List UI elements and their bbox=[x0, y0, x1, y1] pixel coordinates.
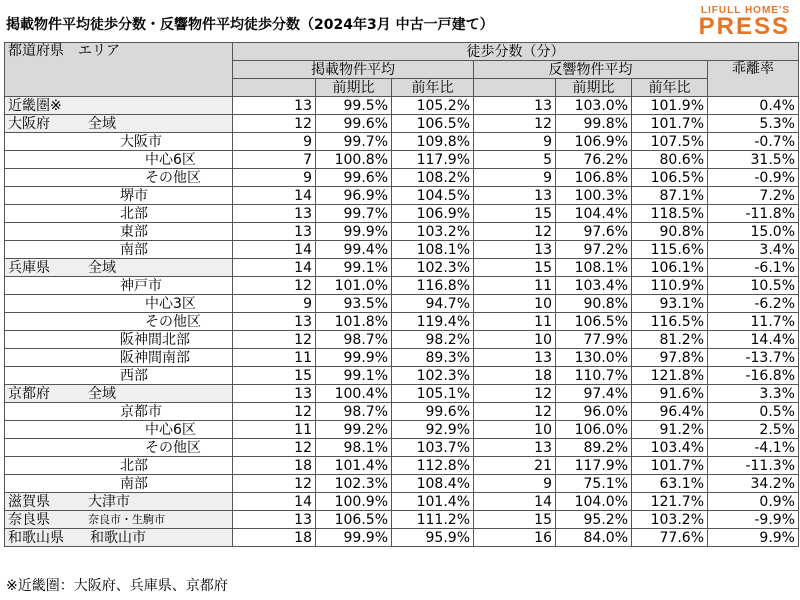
response-minutes-cell: 13 bbox=[474, 241, 556, 259]
brand-logo bbox=[699, 5, 790, 38]
listed-prev-period-cell: 101.0% bbox=[316, 277, 392, 295]
area-label: 全域 bbox=[88, 385, 116, 402]
response-prev-year-cell: 101.7% bbox=[632, 457, 708, 475]
response-minutes-cell: 10 bbox=[474, 331, 556, 349]
region-cell bbox=[5, 529, 233, 547]
listed-minutes-cell: 13 bbox=[233, 97, 316, 115]
response-minutes-cell: 9 bbox=[474, 475, 556, 493]
listed-minutes-cell: 12 bbox=[233, 277, 316, 295]
response-prev-year-cell: 91.6% bbox=[632, 385, 708, 403]
response-prev-year-cell: 80.6% bbox=[632, 151, 708, 169]
region-cell bbox=[5, 205, 233, 223]
prefecture-label: 奈良県 bbox=[8, 511, 50, 528]
listed-prev-year-cell: 104.5% bbox=[392, 187, 474, 205]
gap-rate-cell: -6.2% bbox=[708, 295, 799, 313]
response-prev-year-cell: 87.1% bbox=[632, 187, 708, 205]
gap-rate-cell: 34.2% bbox=[708, 475, 799, 493]
table-row bbox=[5, 133, 799, 151]
listed-prev-period-cell: 99.9% bbox=[316, 529, 392, 547]
region-cell bbox=[5, 277, 233, 295]
listed-prev-year-cell: 92.9% bbox=[392, 421, 474, 439]
table-row bbox=[5, 97, 799, 115]
response-prev-period-cell: 95.2% bbox=[556, 511, 632, 529]
response-prev-year-cell: 118.5% bbox=[632, 205, 708, 223]
listed-minutes-cell: 13 bbox=[233, 205, 316, 223]
region-cell bbox=[5, 259, 233, 277]
header-response-prev-period: 前期比 bbox=[556, 79, 632, 97]
response-prev-period-cell: 106.0% bbox=[556, 421, 632, 439]
area-label: その他区 bbox=[145, 313, 201, 330]
gap-rate-cell: 31.5% bbox=[708, 151, 799, 169]
table-row bbox=[5, 223, 799, 241]
header-response-average: 反響物件平均 bbox=[474, 61, 708, 79]
response-prev-year-cell: 106.5% bbox=[632, 169, 708, 187]
table-body bbox=[5, 97, 799, 547]
response-prev-period-cell: 75.1% bbox=[556, 475, 632, 493]
listed-prev-year-cell: 112.8% bbox=[392, 457, 474, 475]
gap-rate-cell: 14.4% bbox=[708, 331, 799, 349]
gap-rate-cell: 5.3% bbox=[708, 115, 799, 133]
listed-prev-period-cell: 100.4% bbox=[316, 385, 392, 403]
table-row bbox=[5, 439, 799, 457]
response-minutes-cell: 18 bbox=[474, 367, 556, 385]
listed-minutes-cell: 14 bbox=[233, 259, 316, 277]
response-prev-year-cell: 97.8% bbox=[632, 349, 708, 367]
listed-minutes-cell: 12 bbox=[233, 115, 316, 133]
listed-prev-year-cell: 108.1% bbox=[392, 241, 474, 259]
response-prev-period-cell: 77.9% bbox=[556, 331, 632, 349]
listed-prev-year-cell: 106.9% bbox=[392, 205, 474, 223]
listed-prev-period-cell: 93.5% bbox=[316, 295, 392, 313]
table-row bbox=[5, 421, 799, 439]
response-minutes-cell: 21 bbox=[474, 457, 556, 475]
response-prev-period-cell: 84.0% bbox=[556, 529, 632, 547]
table-row bbox=[5, 151, 799, 169]
region-cell bbox=[5, 403, 233, 421]
listed-prev-period-cell: 99.7% bbox=[316, 205, 392, 223]
table-row bbox=[5, 259, 799, 277]
response-minutes-cell: 9 bbox=[474, 169, 556, 187]
table-row bbox=[5, 475, 799, 493]
area-label: 北部 bbox=[120, 205, 148, 222]
region-cell bbox=[5, 457, 233, 475]
listed-prev-year-cell: 106.5% bbox=[392, 115, 474, 133]
gap-rate-cell: -6.1% bbox=[708, 259, 799, 277]
prefecture-label: 兵庫県 bbox=[8, 259, 50, 276]
listed-minutes-cell: 13 bbox=[233, 385, 316, 403]
response-prev-period-cell: 103.0% bbox=[556, 97, 632, 115]
listed-minutes-cell: 9 bbox=[233, 133, 316, 151]
response-prev-period-cell: 99.8% bbox=[556, 115, 632, 133]
table-row bbox=[5, 187, 799, 205]
table-row bbox=[5, 205, 799, 223]
area-label: 阪神間南部 bbox=[120, 349, 190, 366]
listed-prev-period-cell: 99.1% bbox=[316, 367, 392, 385]
response-prev-period-cell: 106.9% bbox=[556, 133, 632, 151]
listed-prev-period-cell: 99.6% bbox=[316, 115, 392, 133]
gap-rate-cell: -13.7% bbox=[708, 349, 799, 367]
response-prev-period-cell: 97.2% bbox=[556, 241, 632, 259]
response-minutes-cell: 14 bbox=[474, 493, 556, 511]
listed-prev-period-cell: 101.4% bbox=[316, 457, 392, 475]
listed-prev-year-cell: 102.3% bbox=[392, 367, 474, 385]
region-cell bbox=[5, 421, 233, 439]
listed-prev-period-cell: 101.8% bbox=[316, 313, 392, 331]
listed-prev-period-cell: 98.7% bbox=[316, 403, 392, 421]
header-walk-minutes: 徒歩分数（分） bbox=[233, 43, 799, 61]
listed-prev-year-cell: 117.9% bbox=[392, 151, 474, 169]
gap-rate-cell: -11.3% bbox=[708, 457, 799, 475]
prefecture-label: 滋賀県 bbox=[8, 493, 50, 510]
response-prev-period-cell: 96.0% bbox=[556, 403, 632, 421]
listed-minutes-cell: 11 bbox=[233, 349, 316, 367]
response-prev-period-cell: 103.4% bbox=[556, 277, 632, 295]
prefecture-label: 近畿圏※ bbox=[8, 97, 62, 114]
area-label: 奈良市・生駒市 bbox=[88, 512, 165, 526]
response-minutes-cell: 15 bbox=[474, 259, 556, 277]
listed-prev-period-cell: 99.9% bbox=[316, 349, 392, 367]
response-prev-period-cell: 97.4% bbox=[556, 385, 632, 403]
listed-prev-year-cell: 98.2% bbox=[392, 331, 474, 349]
gap-rate-cell: -0.7% bbox=[708, 133, 799, 151]
listed-prev-period-cell: 99.5% bbox=[316, 97, 392, 115]
table-row bbox=[5, 295, 799, 313]
region-cell bbox=[5, 133, 233, 151]
response-prev-period-cell: 108.1% bbox=[556, 259, 632, 277]
region-cell bbox=[5, 331, 233, 349]
region-cell bbox=[5, 223, 233, 241]
response-prev-year-cell: 63.1% bbox=[632, 475, 708, 493]
area-label: 和歌山市 bbox=[90, 529, 146, 546]
listed-minutes-cell: 13 bbox=[233, 313, 316, 331]
listed-prev-year-cell: 116.8% bbox=[392, 277, 474, 295]
response-prev-period-cell: 110.7% bbox=[556, 367, 632, 385]
header-listed-blank bbox=[233, 79, 316, 97]
walk-time-table bbox=[4, 42, 799, 547]
listed-prev-period-cell: 100.8% bbox=[316, 151, 392, 169]
listed-minutes-cell: 12 bbox=[233, 475, 316, 493]
response-minutes-cell: 9 bbox=[474, 133, 556, 151]
response-prev-year-cell: 96.4% bbox=[632, 403, 708, 421]
response-prev-period-cell: 104.0% bbox=[556, 493, 632, 511]
gap-rate-cell: 9.9% bbox=[708, 529, 799, 547]
area-label: 南部 bbox=[120, 475, 148, 492]
table-row bbox=[5, 115, 799, 133]
response-minutes-cell: 10 bbox=[474, 295, 556, 313]
area-label: その他区 bbox=[145, 439, 201, 456]
listed-prev-period-cell: 96.9% bbox=[316, 187, 392, 205]
gap-rate-cell: 15.0% bbox=[708, 223, 799, 241]
listed-prev-year-cell: 105.1% bbox=[392, 385, 474, 403]
response-prev-year-cell: 77.6% bbox=[632, 529, 708, 547]
gap-rate-cell: 3.4% bbox=[708, 241, 799, 259]
listed-prev-year-cell: 103.2% bbox=[392, 223, 474, 241]
region-cell bbox=[5, 169, 233, 187]
listed-prev-year-cell: 109.8% bbox=[392, 133, 474, 151]
table-row bbox=[5, 403, 799, 421]
response-minutes-cell: 10 bbox=[474, 421, 556, 439]
listed-prev-period-cell: 99.9% bbox=[316, 223, 392, 241]
header-response-prev-year: 前年比 bbox=[632, 79, 708, 97]
listed-prev-year-cell: 99.6% bbox=[392, 403, 474, 421]
listed-minutes-cell: 12 bbox=[233, 331, 316, 349]
area-label: 京都市 bbox=[120, 403, 162, 420]
listed-prev-year-cell: 119.4% bbox=[392, 313, 474, 331]
listed-prev-period-cell: 99.6% bbox=[316, 169, 392, 187]
response-minutes-cell: 13 bbox=[474, 97, 556, 115]
region-cell bbox=[5, 385, 233, 403]
response-prev-period-cell: 106.5% bbox=[556, 313, 632, 331]
response-prev-period-cell: 117.9% bbox=[556, 457, 632, 475]
region-cell bbox=[5, 115, 233, 133]
region-cell bbox=[5, 367, 233, 385]
response-minutes-cell: 16 bbox=[474, 529, 556, 547]
region-cell bbox=[5, 475, 233, 493]
table-row bbox=[5, 493, 799, 511]
listed-minutes-cell: 7 bbox=[233, 151, 316, 169]
listed-prev-year-cell: 108.4% bbox=[392, 475, 474, 493]
area-label: 大阪市 bbox=[120, 133, 162, 150]
listed-minutes-cell: 12 bbox=[233, 439, 316, 457]
table-row bbox=[5, 511, 799, 529]
region-cell bbox=[5, 349, 233, 367]
brand-line1: LIFULL HOME'S bbox=[700, 5, 790, 16]
response-prev-year-cell: 81.2% bbox=[632, 331, 708, 349]
header-region: 都道府県 エリア bbox=[5, 43, 233, 97]
listed-minutes-cell: 9 bbox=[233, 295, 316, 313]
table-row bbox=[5, 169, 799, 187]
header-listed-prev-period: 前期比 bbox=[316, 79, 392, 97]
region-cell bbox=[5, 493, 233, 511]
response-prev-year-cell: 121.7% bbox=[632, 493, 708, 511]
gap-rate-cell: -4.1% bbox=[708, 439, 799, 457]
region-cell bbox=[5, 439, 233, 457]
response-prev-year-cell: 116.5% bbox=[632, 313, 708, 331]
listed-minutes-cell: 13 bbox=[233, 223, 316, 241]
gap-rate-cell: 0.4% bbox=[708, 97, 799, 115]
response-prev-year-cell: 103.2% bbox=[632, 511, 708, 529]
gap-rate-cell: -11.8% bbox=[708, 205, 799, 223]
gap-rate-cell: 7.2% bbox=[708, 187, 799, 205]
response-prev-year-cell: 106.1% bbox=[632, 259, 708, 277]
table-row bbox=[5, 313, 799, 331]
footnote: ※近畿圏：大阪府、兵庫県、京都府 bbox=[6, 578, 228, 594]
listed-minutes-cell: 18 bbox=[233, 457, 316, 475]
table-row bbox=[5, 367, 799, 385]
area-label: 中心6区 bbox=[145, 151, 196, 168]
listed-prev-year-cell: 111.2% bbox=[392, 511, 474, 529]
response-prev-period-cell: 76.2% bbox=[556, 151, 632, 169]
listed-prev-period-cell: 99.7% bbox=[316, 133, 392, 151]
listed-minutes-cell: 14 bbox=[233, 241, 316, 259]
area-label: 南部 bbox=[120, 241, 148, 258]
listed-minutes-cell: 14 bbox=[233, 493, 316, 511]
listed-prev-year-cell: 101.4% bbox=[392, 493, 474, 511]
listed-prev-year-cell: 102.3% bbox=[392, 259, 474, 277]
table-row bbox=[5, 385, 799, 403]
response-minutes-cell: 13 bbox=[474, 439, 556, 457]
gap-rate-cell: -16.8% bbox=[708, 367, 799, 385]
response-prev-period-cell: 130.0% bbox=[556, 349, 632, 367]
brand-line2: PRESS bbox=[698, 13, 790, 40]
listed-prev-year-cell: 95.9% bbox=[392, 529, 474, 547]
response-minutes-cell: 12 bbox=[474, 385, 556, 403]
response-prev-year-cell: 90.8% bbox=[632, 223, 708, 241]
gap-rate-cell: 3.3% bbox=[708, 385, 799, 403]
listed-minutes-cell: 14 bbox=[233, 187, 316, 205]
prefecture-label: 京都府 bbox=[8, 385, 50, 402]
gap-rate-cell: 10.5% bbox=[708, 277, 799, 295]
response-prev-year-cell: 101.9% bbox=[632, 97, 708, 115]
response-minutes-cell: 11 bbox=[474, 277, 556, 295]
listed-prev-period-cell: 102.3% bbox=[316, 475, 392, 493]
response-minutes-cell: 13 bbox=[474, 187, 556, 205]
gap-rate-cell: 2.5% bbox=[708, 421, 799, 439]
response-prev-period-cell: 106.8% bbox=[556, 169, 632, 187]
area-label: 全域 bbox=[88, 259, 116, 276]
response-minutes-cell: 5 bbox=[474, 151, 556, 169]
prefecture-label: 和歌山県 bbox=[8, 529, 64, 546]
prefecture-label: 大阪府 bbox=[8, 115, 50, 132]
area-label: 西部 bbox=[120, 367, 148, 384]
table-row bbox=[5, 241, 799, 259]
gap-rate-cell: 0.5% bbox=[708, 403, 799, 421]
listed-prev-period-cell: 98.7% bbox=[316, 331, 392, 349]
listed-prev-year-cell: 94.7% bbox=[392, 295, 474, 313]
listed-minutes-cell: 12 bbox=[233, 403, 316, 421]
listed-prev-year-cell: 108.2% bbox=[392, 169, 474, 187]
area-label: 大津市 bbox=[88, 493, 130, 510]
table-row bbox=[5, 457, 799, 475]
table-row bbox=[5, 277, 799, 295]
response-prev-year-cell: 110.9% bbox=[632, 277, 708, 295]
page-title: 掲載物件平均徒歩分数・反響物件平均徒歩分数（2024年3月 中古一戸建て） bbox=[6, 17, 494, 33]
area-label: 中心3区 bbox=[145, 295, 196, 312]
listed-prev-year-cell: 105.2% bbox=[392, 97, 474, 115]
gap-rate-cell: 0.9% bbox=[708, 493, 799, 511]
response-prev-year-cell: 103.4% bbox=[632, 439, 708, 457]
response-minutes-cell: 15 bbox=[474, 511, 556, 529]
listed-minutes-cell: 11 bbox=[233, 421, 316, 439]
response-prev-year-cell: 115.6% bbox=[632, 241, 708, 259]
region-cell bbox=[5, 511, 233, 529]
listed-prev-period-cell: 99.4% bbox=[316, 241, 392, 259]
response-prev-period-cell: 90.8% bbox=[556, 295, 632, 313]
area-label: 東部 bbox=[120, 223, 148, 240]
listed-prev-period-cell: 100.9% bbox=[316, 493, 392, 511]
response-prev-period-cell: 100.3% bbox=[556, 187, 632, 205]
response-prev-period-cell: 89.2% bbox=[556, 439, 632, 457]
listed-prev-year-cell: 103.7% bbox=[392, 439, 474, 457]
area-label: その他区 bbox=[145, 169, 201, 186]
table-row bbox=[5, 331, 799, 349]
area-label: 北部 bbox=[120, 457, 148, 474]
listed-minutes-cell: 9 bbox=[233, 169, 316, 187]
listed-prev-period-cell: 98.1% bbox=[316, 439, 392, 457]
response-minutes-cell: 12 bbox=[474, 115, 556, 133]
region-cell bbox=[5, 313, 233, 331]
area-label: 全域 bbox=[88, 115, 116, 132]
response-prev-year-cell: 93.1% bbox=[632, 295, 708, 313]
area-label: 阪神間北部 bbox=[120, 331, 190, 348]
response-minutes-cell: 15 bbox=[474, 205, 556, 223]
response-prev-year-cell: 101.7% bbox=[632, 115, 708, 133]
response-minutes-cell: 11 bbox=[474, 313, 556, 331]
response-minutes-cell: 13 bbox=[474, 349, 556, 367]
header-response-blank bbox=[474, 79, 556, 97]
listed-prev-period-cell: 99.2% bbox=[316, 421, 392, 439]
response-prev-year-cell: 107.5% bbox=[632, 133, 708, 151]
region-cell bbox=[5, 151, 233, 169]
response-prev-year-cell: 121.8% bbox=[632, 367, 708, 385]
response-minutes-cell: 12 bbox=[474, 223, 556, 241]
region-cell bbox=[5, 97, 233, 115]
area-label: 神戸市 bbox=[120, 277, 162, 294]
gap-rate-cell: -9.9% bbox=[708, 511, 799, 529]
header-listed-prev-year: 前年比 bbox=[392, 79, 474, 97]
response-prev-year-cell: 91.2% bbox=[632, 421, 708, 439]
region-cell bbox=[5, 187, 233, 205]
gap-rate-cell: 11.7% bbox=[708, 313, 799, 331]
listed-minutes-cell: 18 bbox=[233, 529, 316, 547]
listed-minutes-cell: 15 bbox=[233, 367, 316, 385]
response-prev-period-cell: 104.4% bbox=[556, 205, 632, 223]
listed-prev-year-cell: 89.3% bbox=[392, 349, 474, 367]
area-label: 中心6区 bbox=[145, 421, 196, 438]
table-row bbox=[5, 529, 799, 547]
gap-rate-cell: -0.9% bbox=[708, 169, 799, 187]
response-prev-period-cell: 97.6% bbox=[556, 223, 632, 241]
response-minutes-cell: 12 bbox=[474, 403, 556, 421]
region-cell bbox=[5, 241, 233, 259]
header-listed-average: 掲載物件平均 bbox=[233, 61, 474, 79]
listed-prev-period-cell: 99.1% bbox=[316, 259, 392, 277]
header-gap-rate: 乖離率 bbox=[708, 61, 799, 97]
table-row bbox=[5, 349, 799, 367]
listed-minutes-cell: 13 bbox=[233, 511, 316, 529]
region-cell bbox=[5, 295, 233, 313]
area-label: 堺市 bbox=[120, 187, 148, 204]
listed-prev-period-cell: 106.5% bbox=[316, 511, 392, 529]
